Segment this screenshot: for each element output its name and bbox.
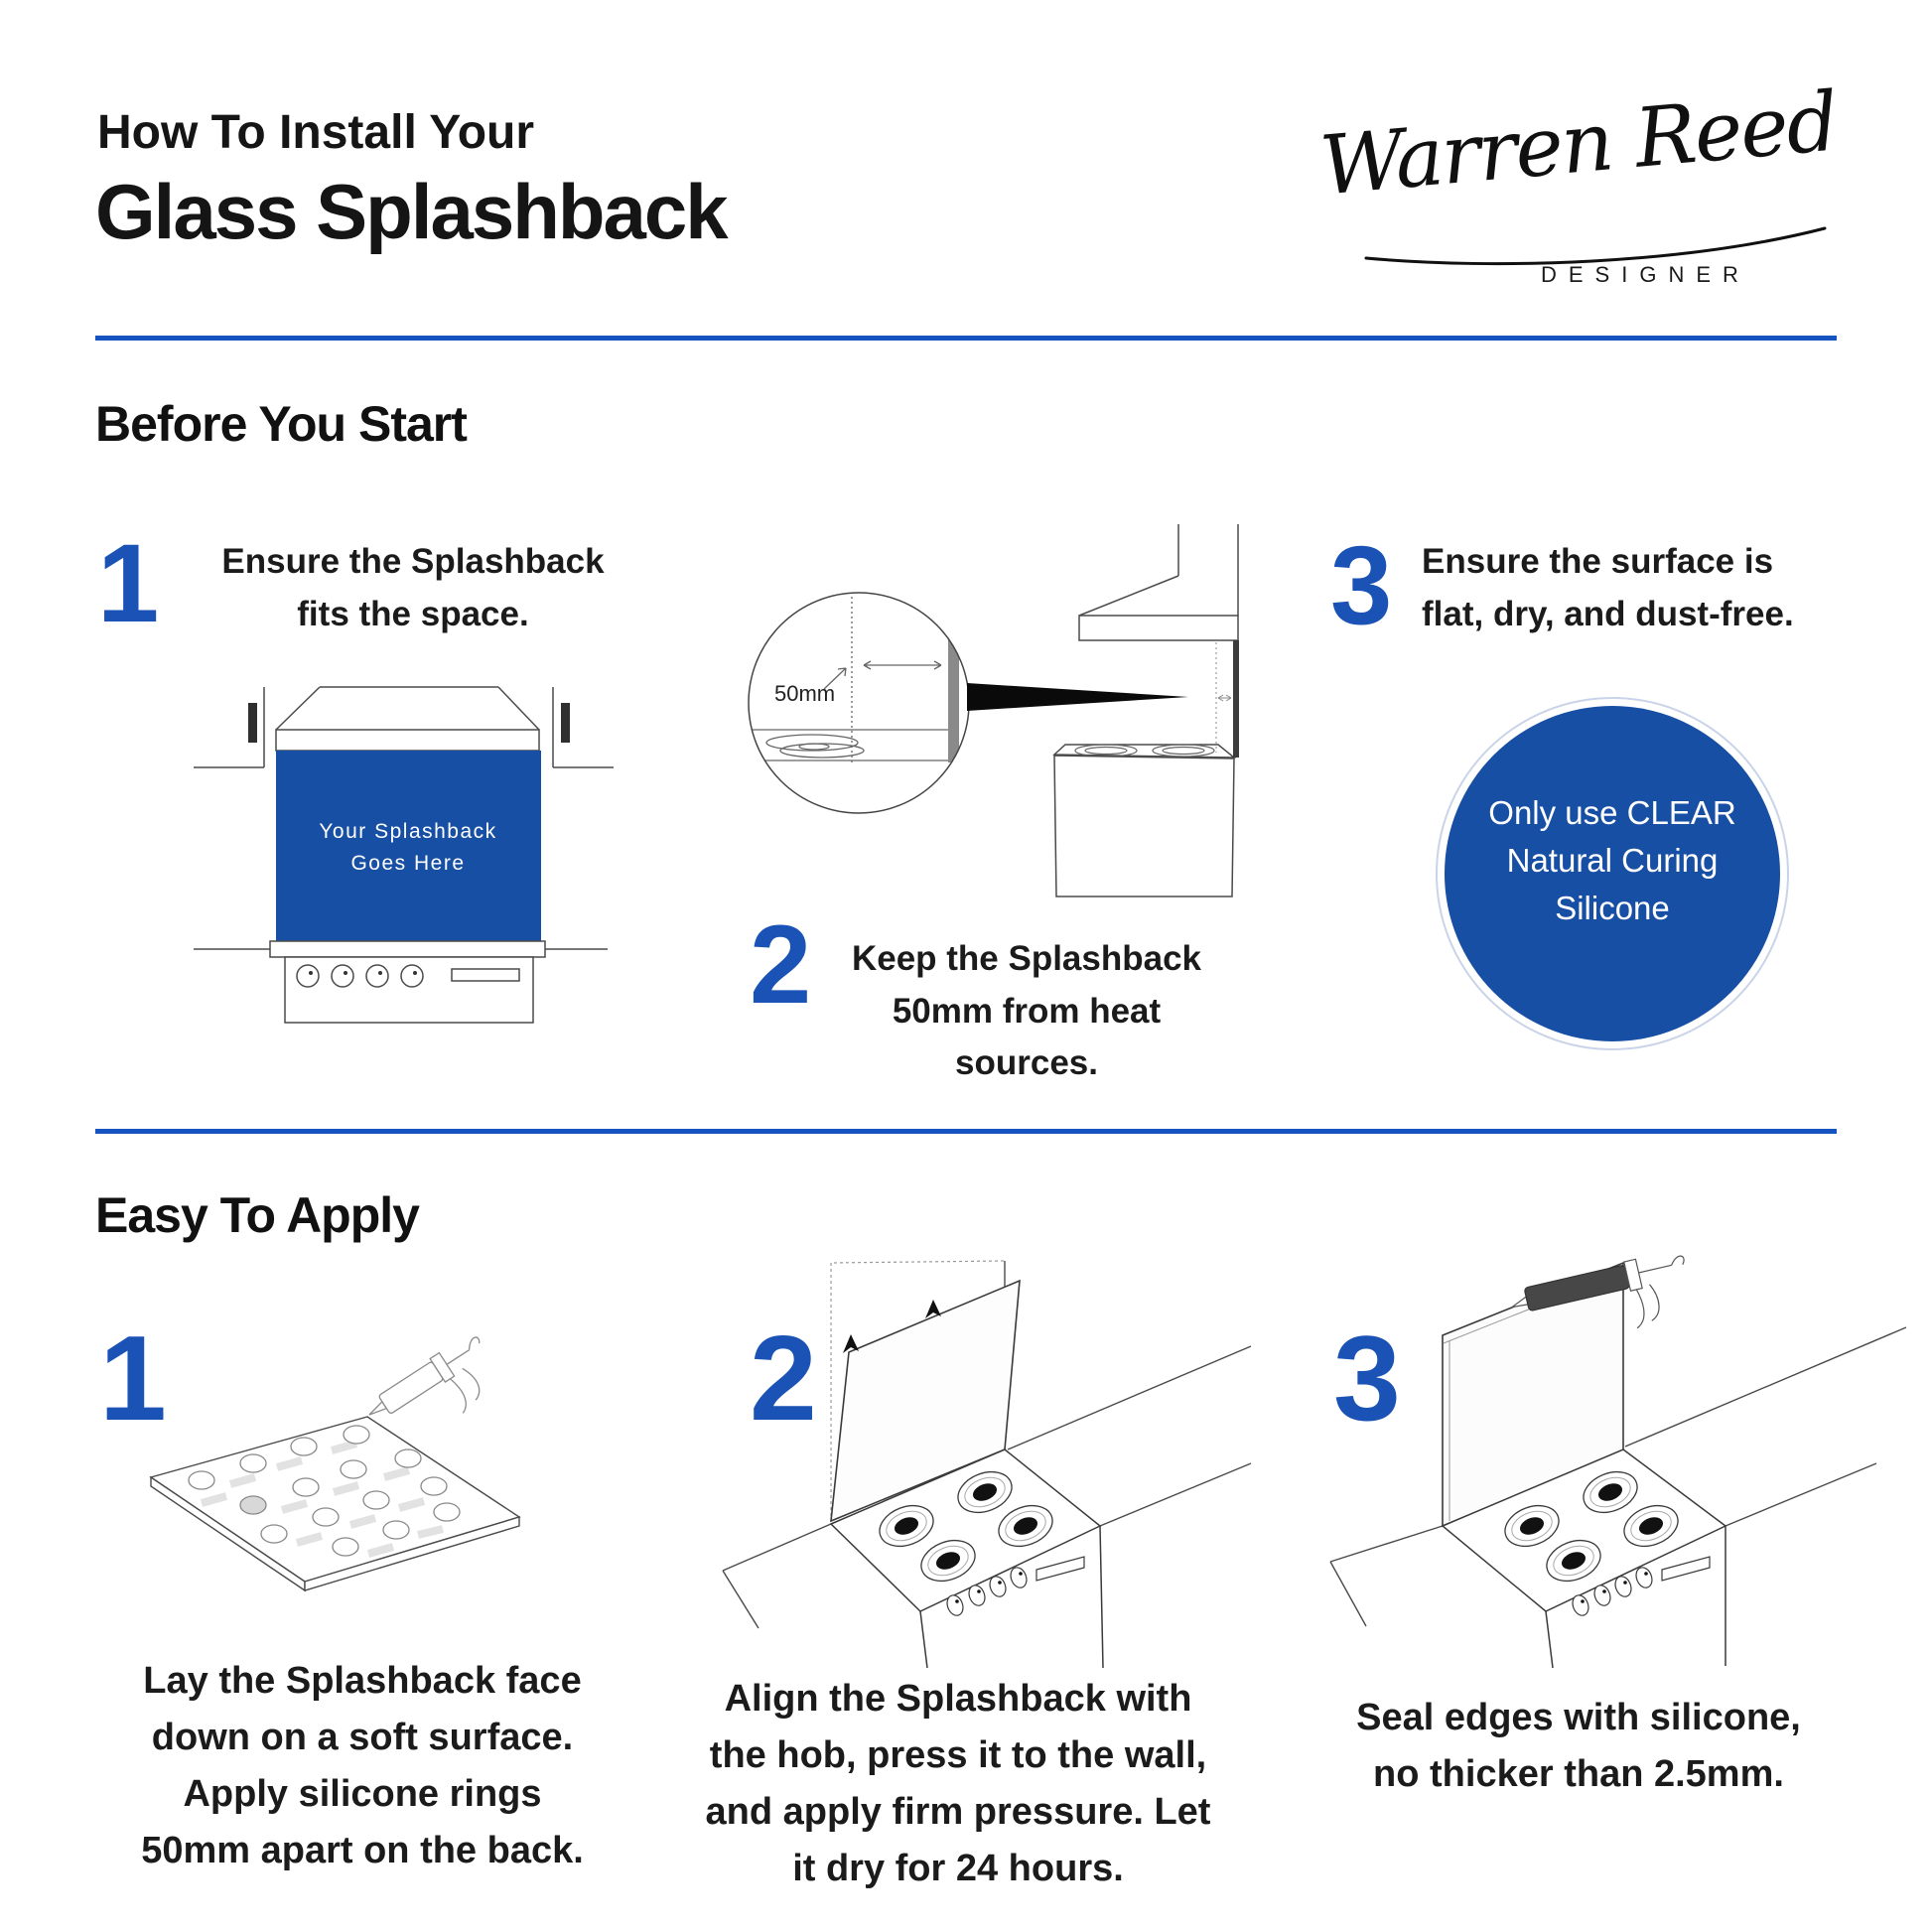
step-number-apply-2: 2 — [750, 1311, 817, 1446]
section-heading-apply: Easy To Apply — [95, 1187, 419, 1243]
step-number-before-3: 3 — [1330, 523, 1393, 647]
step-text-before-2: Keep the Splashback 50mm from heat sources. — [851, 939, 1202, 1082]
diagram-seal-edges — [1320, 1251, 1906, 1668]
brand-subtitle: DESIGNER — [1541, 262, 1750, 287]
splashback-area-label-line1: Your Splashback — [319, 820, 497, 843]
divider-middle — [95, 1129, 1837, 1134]
hood-side-view — [1079, 524, 1238, 640]
brand-signature: Warren Reed — [1316, 74, 1841, 214]
page-subtitle: How To Install Your — [97, 106, 535, 159]
splashback-edge-side — [1233, 640, 1239, 758]
silicone-badge — [1436, 697, 1789, 1050]
caption-apply-1: Lay the Splashback face down on a soft surface. Apply silicone rings 50mm apart on the back. — [141, 1660, 584, 1871]
callout-wedge — [967, 683, 1188, 711]
splashback-edge-magnified — [948, 594, 959, 762]
caption-apply-2: Align the Splashback with the hob, press it to the wall, and apply firm pressure. Let it dry for 24 hours. — [705, 1678, 1211, 1889]
diagram-align-press — [695, 1251, 1251, 1668]
step-text-before-1: Ensure the Splashback fits the space. — [221, 542, 605, 633]
brand-logo — [1271, 74, 1886, 316]
step-text-before-3: Ensure the surface is flat, dry, and dust-free. — [1422, 542, 1794, 633]
splashback-area — [276, 751, 541, 941]
step-number-before-2: 2 — [750, 902, 812, 1027]
step-number-apply-3: 3 — [1333, 1311, 1401, 1446]
divider-top — [95, 336, 1837, 341]
page-title: Glass Splashback — [95, 168, 727, 255]
silicone-badge-circle: Only use CLEAR Natural Curing Silicone — [1445, 706, 1780, 1041]
cabinet-handle-left — [248, 703, 257, 743]
cabinet-handle-right — [561, 703, 570, 743]
gap-dimension-label: 50mm — [774, 681, 836, 706]
step-number-before-1: 1 — [97, 521, 160, 645]
diagram-silicone-rings — [99, 1330, 596, 1668]
caption-apply-3: Seal edges with silicone, no thicker than 2.5mm. — [1356, 1697, 1801, 1795]
step-number-apply-1: 1 — [99, 1311, 167, 1446]
section-heading-before: Before You Start — [95, 396, 467, 452]
cooker-side-view — [1054, 745, 1234, 897]
splashback-area-label-line2: Goes Here — [350, 852, 466, 875]
diagram-splashback-fit — [149, 683, 625, 1080]
